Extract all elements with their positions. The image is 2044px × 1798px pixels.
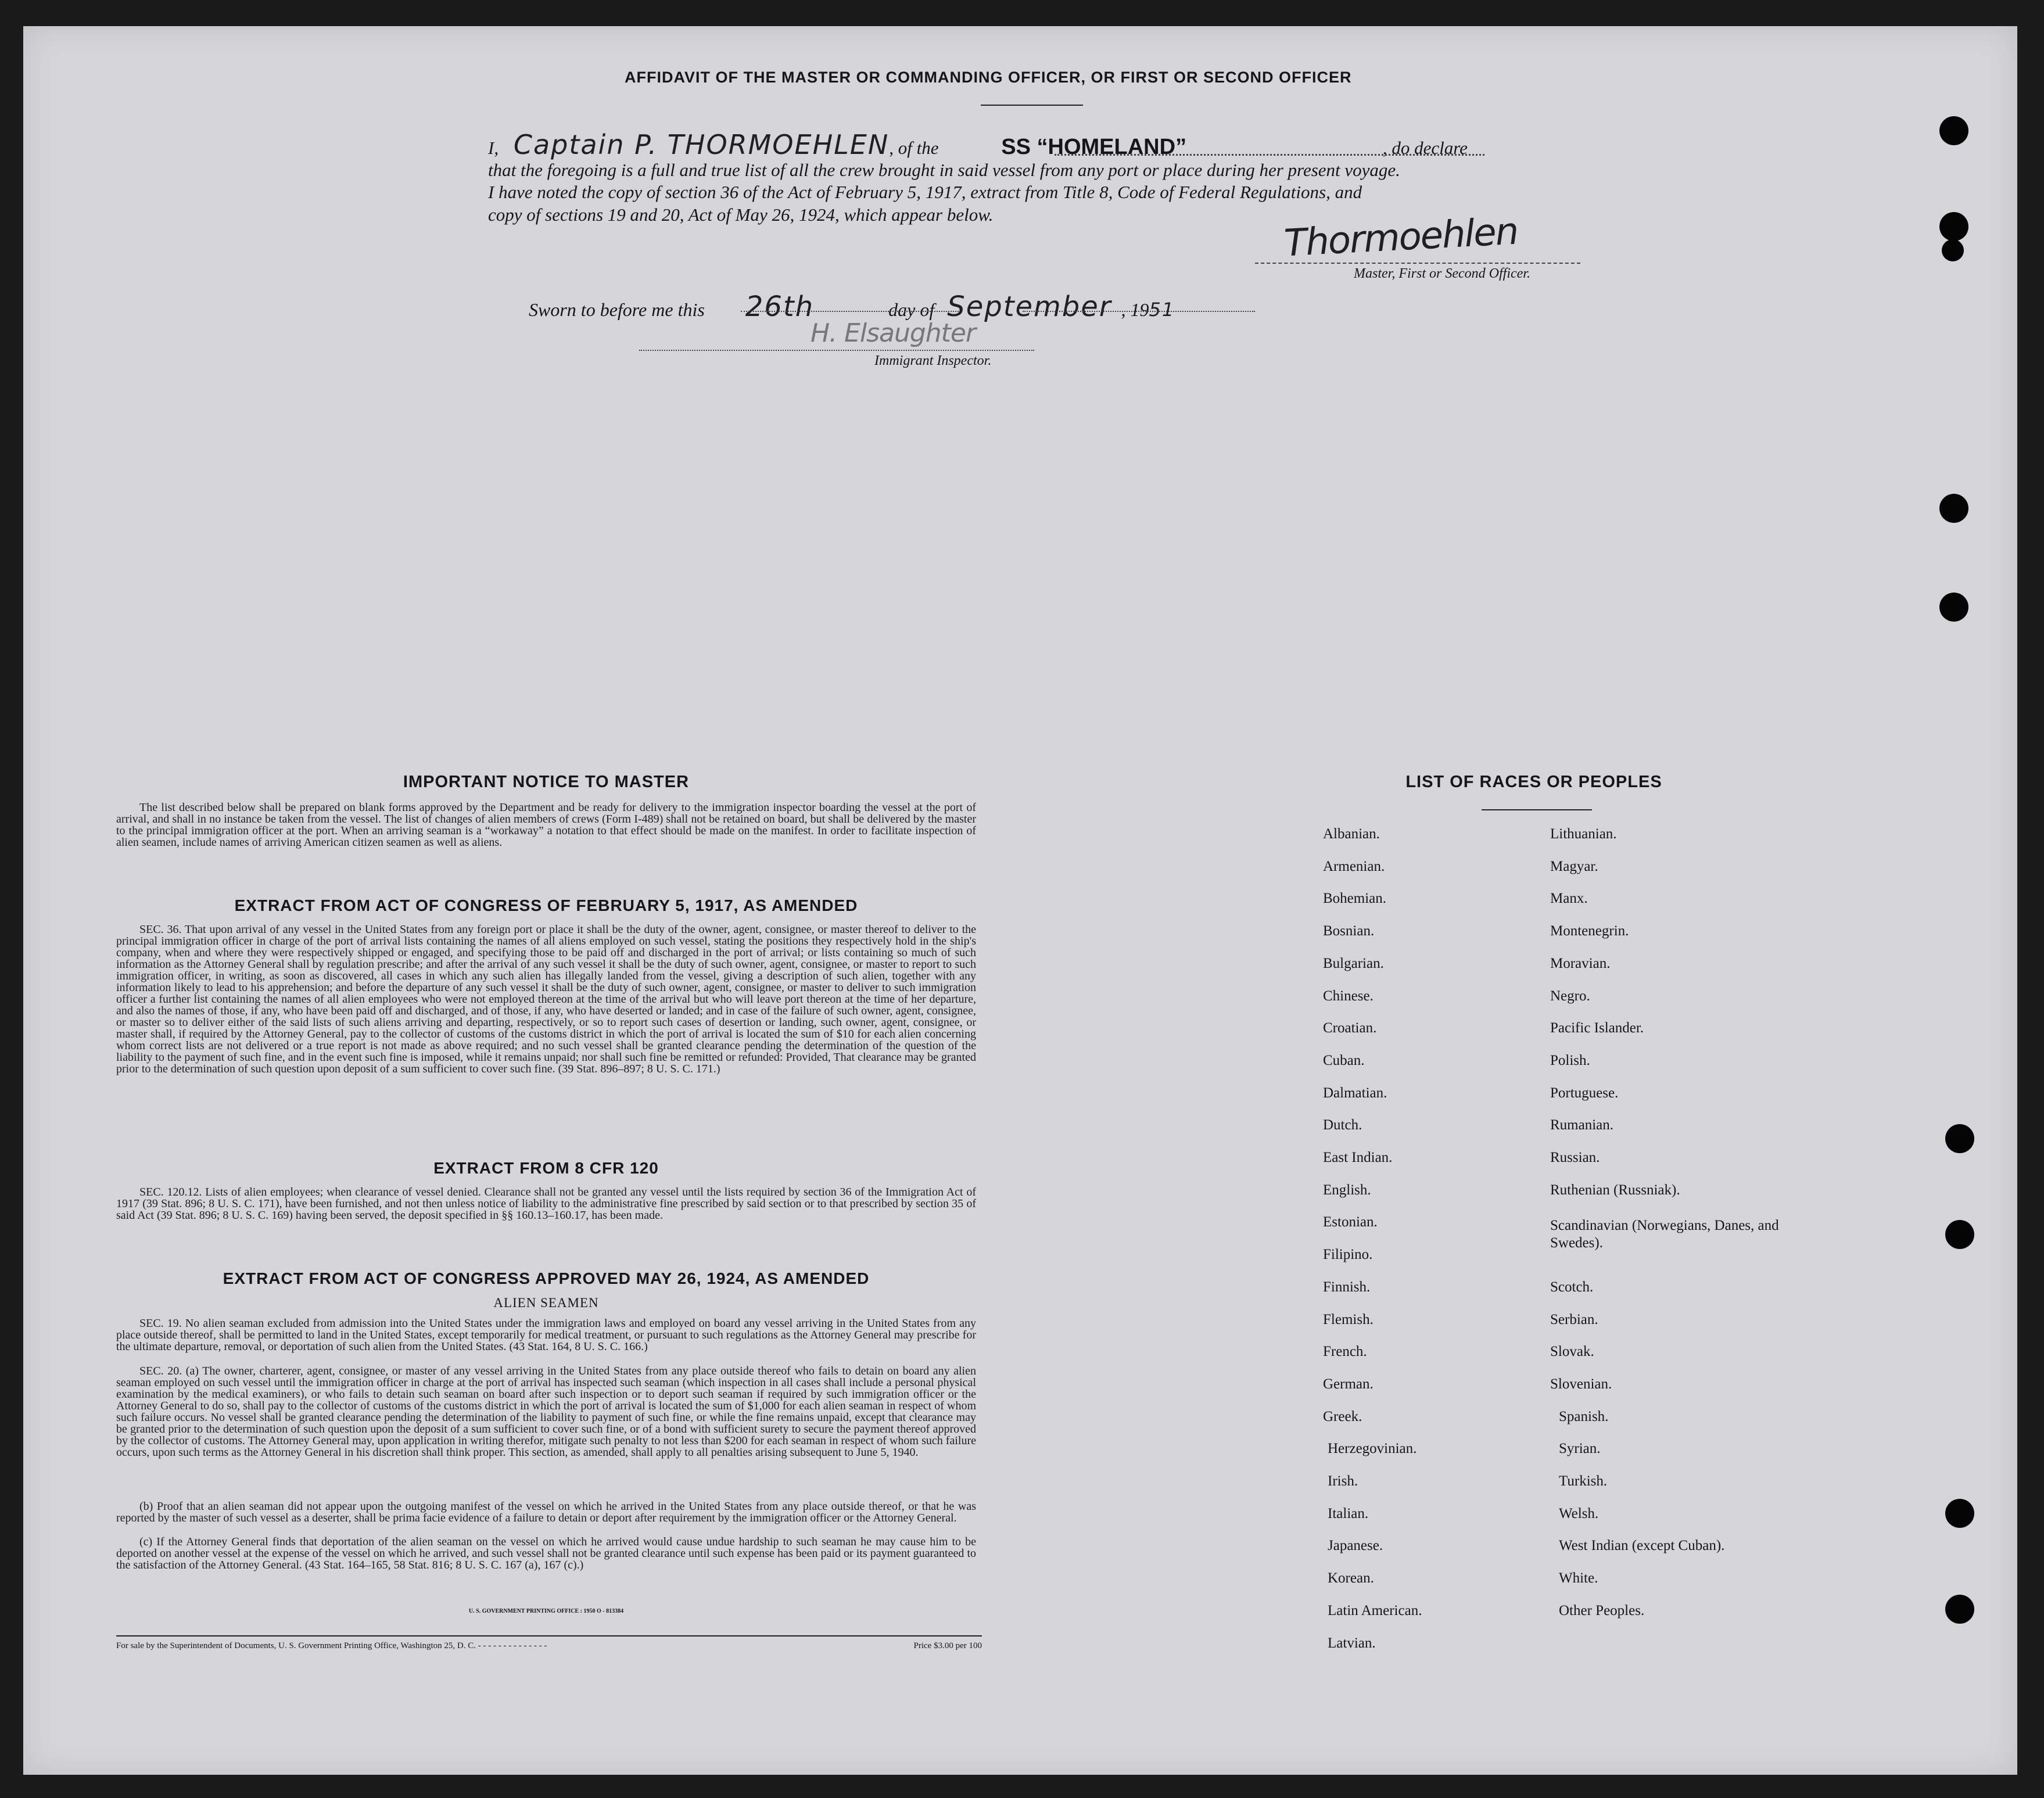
binder-hole [1945, 1124, 1974, 1153]
race-item: Latin American. [1328, 1603, 1422, 1618]
sworn-year-prefix: , 19 [1121, 299, 1149, 320]
sec20b-text: (b) Proof that an alien seaman did not appear upon the outgoing manifest of the vessel on which he arrived in the United States from any place outside thereof, or that he was reported by the master of such vessel as a deserter, shall be prima facie evidence of a failure to detain or deport after requirement by the immigration officer or the Attorney General. [116, 1500, 976, 1524]
sec20c-text: (c) If the Attorney General finds that deportation of the alien seaman on the vessel on which he arrived would cause undue hardship to such seaman he may cause him to be deported on another vessel at the expense of the vessel on which he arrived, and such vessel shall not be granted clearance until such expense has been paid or its payment guaranteed to the satisfaction of the Attorney General. (43 Stat. 164–165, 58 Stat. 816; 8 U. S. C. 167 (a), 167 (c).) [116, 1535, 976, 1571]
race-item: Korean. [1328, 1570, 1374, 1586]
sec20a-text: SEC. 20. (a) The owner, charterer, agent, consignee, or master of any vessel arriving in the United States from any place outside thereof who fails to detain on board any alien seaman employed on such vessel until the immigration officer in charge at the port of arrival has inspected such seaman (which inspection in all cases shall include a personal physical examination by the medical examiners), or who fails to detain such seaman on board after such inspection or to deport such seaman if required by such immigration officer or the Attorney General to do so, shall pay to the collector of customs of the customs district in which the port of arrival is located the sum of $1,000 for each alien seaman in respect of whom such failure occurs. No vessel shall be granted clearance pending the determination of the liability to payment of such fine, or while the fine remains unpaid, except that clearance may be granted prior to the determination of such question upon the deposit of a sum sufficient to cover such fine, or of a bond with sufficient surety to secure the payment thereof approved by the collector of customs. The Attorney General may, upon application in writing therefor, mitigate such penalty to not less than $200 for each seaman in respect of whom such failure occurs, upon such terms as the Attorney General in his discretion shall think proper. This section, as amended, shall apply to all penalties arising subsequent to June 5, 1940. [116, 1365, 976, 1459]
race-item: Armenian. [1323, 859, 1385, 874]
gpo-imprint: U. S. GOVERNMENT PRINTING OFFICE : 1950 O - 813384 [468, 1608, 624, 1614]
races-title: LIST OF RACES OR PEOPLES [1405, 773, 1662, 791]
affidavit-line-3: I have noted the copy of section 36 of the Act of February 5, 1917, extract from Title 8, Code of Federal Regulations, and [488, 182, 1362, 202]
race-item: Greek. [1323, 1409, 1362, 1424]
sworn-day-blank [741, 311, 959, 312]
of-the-text: , of the [889, 138, 939, 158]
race-item: German. [1323, 1376, 1374, 1392]
binder-hole [1939, 212, 1968, 241]
race-item: Irish. [1328, 1473, 1358, 1489]
race-item: Filipino. [1323, 1247, 1373, 1262]
affidavit-line-2: that the foregoing is a full and true list of all the crew brought in said vessel from any port or place during her present voyage. [488, 160, 1400, 180]
race-item: Japanese. [1328, 1538, 1383, 1553]
signature-caption: Master, First or Second Officer. [1354, 266, 1530, 281]
binder-hole [1945, 1595, 1974, 1624]
vessel-blank-line [1055, 154, 1484, 156]
master-signature: Thormoehlen [1283, 210, 1519, 265]
race-item: Other Peoples. [1559, 1603, 1645, 1618]
binder-hole [1942, 239, 1964, 261]
affidavit-line-4: copy of sections 19 and 20, Act of May 26, 1924, which appear below. [488, 204, 994, 225]
sworn-month-blank [1023, 311, 1255, 312]
inspector-signature: H. Elsaughter [811, 318, 976, 348]
races-divider [1482, 809, 1592, 810]
race-item: Scandinavian (Norwegians, Danes, and Swedes). [1550, 1218, 1779, 1251]
notice-text: The list described below shall be prepared on blank forms approved by the Department and be ready for delivery to the immigration inspector boarding the vessel at the port of arrival, and shall in no instance be taken from the vessel. The list of changes of alien members of crews (Form I-489) shall not be retained on board, but shall be delivered by the master to the principal immigration officer at the port. When an arriving seaman is a “workaway” a notation to that effect should be made on the manifest. In order to facilitate inspection of alien seamen, include names of arriving American citizen seamen as well as aliens. [116, 801, 976, 849]
master-name: Captain P. THORMOEHLEN [513, 129, 890, 160]
race-item: White. [1559, 1570, 1598, 1586]
extract-1924-title: EXTRACT FROM ACT OF CONGRESS APPROVED MAY 26, 1924, AS AMENDED [223, 1269, 870, 1287]
race-item: Slovenian. [1550, 1376, 1612, 1392]
race-item: West Indian (except Cuban). [1559, 1538, 1725, 1553]
race-item: Serbian. [1550, 1312, 1598, 1327]
race-item: Slovak. [1550, 1344, 1594, 1359]
footer-text: For sale by the Superintendent of Documents, U. S. Government Printing Office, Washington 25, D. C. - - - - - - - - - - - - - - [116, 1641, 547, 1650]
extract-cfr-text: SEC. 120.12. Lists of alien employees; when clearance of vessel denied. Clearance shall not be granted any vessel until the lists required by section 36 of the Immigration Act of 1917 (39 Stat. 896; 8 U. S. C. 171), have been furnished, and not then unless notice of liability to the administrative fine prescribed by said section or to that prescribed by section 35 of said Act (39 Stat. 896; 8 U. S. C. 169) having been served, the deposit specified in §§ 160.13–160.17, has been made. [116, 1186, 976, 1222]
race-item: Spanish. [1559, 1409, 1609, 1424]
race-item: Estonian. [1323, 1214, 1378, 1230]
footer-price: Price $3.00 per 100 [913, 1641, 982, 1650]
footer [116, 1641, 982, 1651]
sworn-prefix: Sworn to before me this [529, 299, 705, 320]
binder-hole [1939, 593, 1968, 622]
race-item: Finnish. [1323, 1279, 1371, 1295]
notice-title: IMPORTANT NOTICE TO MASTER [403, 773, 690, 791]
race-item: Scotch. [1550, 1279, 1594, 1295]
race-item: Croatian. [1323, 1020, 1377, 1036]
race-item: Welsh. [1559, 1506, 1599, 1521]
sworn-day-of: day of [888, 299, 935, 320]
extract-1917-title: EXTRACT FROM ACT OF CONGRESS OF FEBRUARY 5, 1917, AS AMENDED [234, 896, 858, 914]
binder-hole [1945, 1220, 1974, 1249]
race-item: Albanian. [1323, 826, 1380, 842]
declare-text: , do declare [1382, 138, 1468, 158]
race-item: Bosnian. [1323, 923, 1375, 939]
extract-1917-text: SEC. 36. That upon arrival of any vessel in the United States from any foreign port or place it shall be the duty of the owner, agent, consignee, or master thereof to deliver to the principal immigration officer in charge of the port of arrival lists containing the names of all aliens employed on such vessel, stating the positions they respectively hold in the ship's company, when and where they were respectively shipped or engaged, and specifying those to be paid off and discharged in the port of arrival; or lists containing so much of such information as the Attorney General shall by regulation prescribe; and after the arrival of any such vessel it shall be the duty of such owner, agent, consignee, or master to report to such immigration officer, in writing, as soon as discovered, all cases in which any such alien has illegally landed from the vessel, giving a description of such alien, together with any information likely to lead to his apprehension; and before the departure of any such vessel it shall be the duty of such owner, agent, consignee, or master to deliver to such immigration officer a further list containing the names of all alien employees who were not employed thereon at the time of the arrival but who will leave port thereon at the time of her departure, and also the names of those, if any, who have been paid off and discharged, and of those, if any, who have deserted or landed; and in case of the failure of such owner, agent, consignee, or master so to deliver either of the said lists of such aliens arriving and departing, respectively, or so to report such cases of desertion or landing, such owner, agent, consignee, or master shall, if required by the Attorney General, pay to the collector of customs of the customs district in which the port of arrival is located the sum of $10 for each alien concerning whom correct lists are not delivered or a true report is not made as above required; and no such vessel shall be granted clearance pending the determination of the question of the liability to the payment of such fine, and in the event such fine is imposed, while it remains unpaid; nor shall such fine be remitted or refunded: Provided, That clearance may be granted prior to the determination of such question upon deposit of a sum sufficient to cover such fine. (39 Stat. 896–897; 8 U. S. C. 171.) [116, 923, 976, 1075]
race-item: English. [1323, 1182, 1371, 1198]
signature-line [1255, 263, 1580, 264]
sec19-text: SEC. 19. No alien seaman excluded from admission into the United States under the immigration laws and employed on board any vessel arriving in the United States from any place outside thereof, shall be permitted to land in the United States, except temporarily for medical treatment, or pursuant to such regulations as the Attorney General may prescribe for the ultimate departure, removal, or deportation of such alien from the United States. (43 Stat. 164, 8 U. S. C. 166.) [116, 1317, 976, 1353]
race-item: Chinese. [1323, 988, 1374, 1004]
sworn-month: September [947, 290, 1112, 323]
race-item: Herzegovinian. [1328, 1441, 1417, 1456]
race-item: Dutch. [1323, 1117, 1362, 1133]
race-item: Bulgarian. [1323, 956, 1384, 971]
title-divider [981, 105, 1083, 106]
race-item: Rumanian. [1550, 1117, 1614, 1133]
race-item: Lithuanian. [1550, 826, 1617, 842]
race-item: Cuban. [1323, 1053, 1365, 1068]
race-item: Pacific Islander. [1550, 1020, 1644, 1036]
footer-rule [116, 1635, 982, 1636]
sworn-year: 51 [1149, 299, 1175, 321]
race-item: Turkish. [1559, 1473, 1608, 1489]
race-item: Polish. [1550, 1053, 1590, 1068]
inspector-caption: Immigrant Inspector. [874, 353, 992, 368]
declarant-prefix: I, [488, 138, 499, 158]
race-item: French. [1323, 1344, 1367, 1359]
race-item: Russian. [1550, 1150, 1600, 1165]
sworn-day: 26th [745, 290, 815, 323]
race-item: Flemish. [1323, 1312, 1374, 1327]
race-item: Magyar. [1550, 859, 1598, 874]
binder-hole [1939, 116, 1968, 145]
race-item: Italian. [1328, 1506, 1369, 1521]
race-item: Manx. [1550, 891, 1588, 906]
affidavit-title: AFFIDAVIT OF THE MASTER OR COMMANDING OFFICER, OR FIRST OR SECOND OFFICER [625, 69, 1352, 86]
race-item: Dalmatian. [1323, 1085, 1387, 1101]
race-item: Portuguese. [1550, 1085, 1619, 1101]
race-item: Syrian. [1559, 1441, 1601, 1456]
extract-cfr-title: EXTRACT FROM 8 CFR 120 [433, 1159, 659, 1177]
inspector-line [639, 350, 1034, 351]
alien-seamen-subtitle: ALIEN SEAMEN [493, 1295, 599, 1310]
race-item: East Indian. [1323, 1150, 1393, 1165]
vessel-name: SS “HOMELAND” [1001, 135, 1187, 159]
race-item: Latvian. [1328, 1635, 1376, 1651]
binder-hole [1945, 1499, 1974, 1528]
race-item: Bohemian. [1323, 891, 1387, 906]
race-item: Montenegrin. [1550, 923, 1629, 939]
binder-hole [1939, 494, 1968, 523]
race-item: Ruthenian (Russniak). [1550, 1182, 1680, 1198]
race-item: Negro. [1550, 988, 1590, 1004]
race-item: Moravian. [1550, 956, 1611, 971]
